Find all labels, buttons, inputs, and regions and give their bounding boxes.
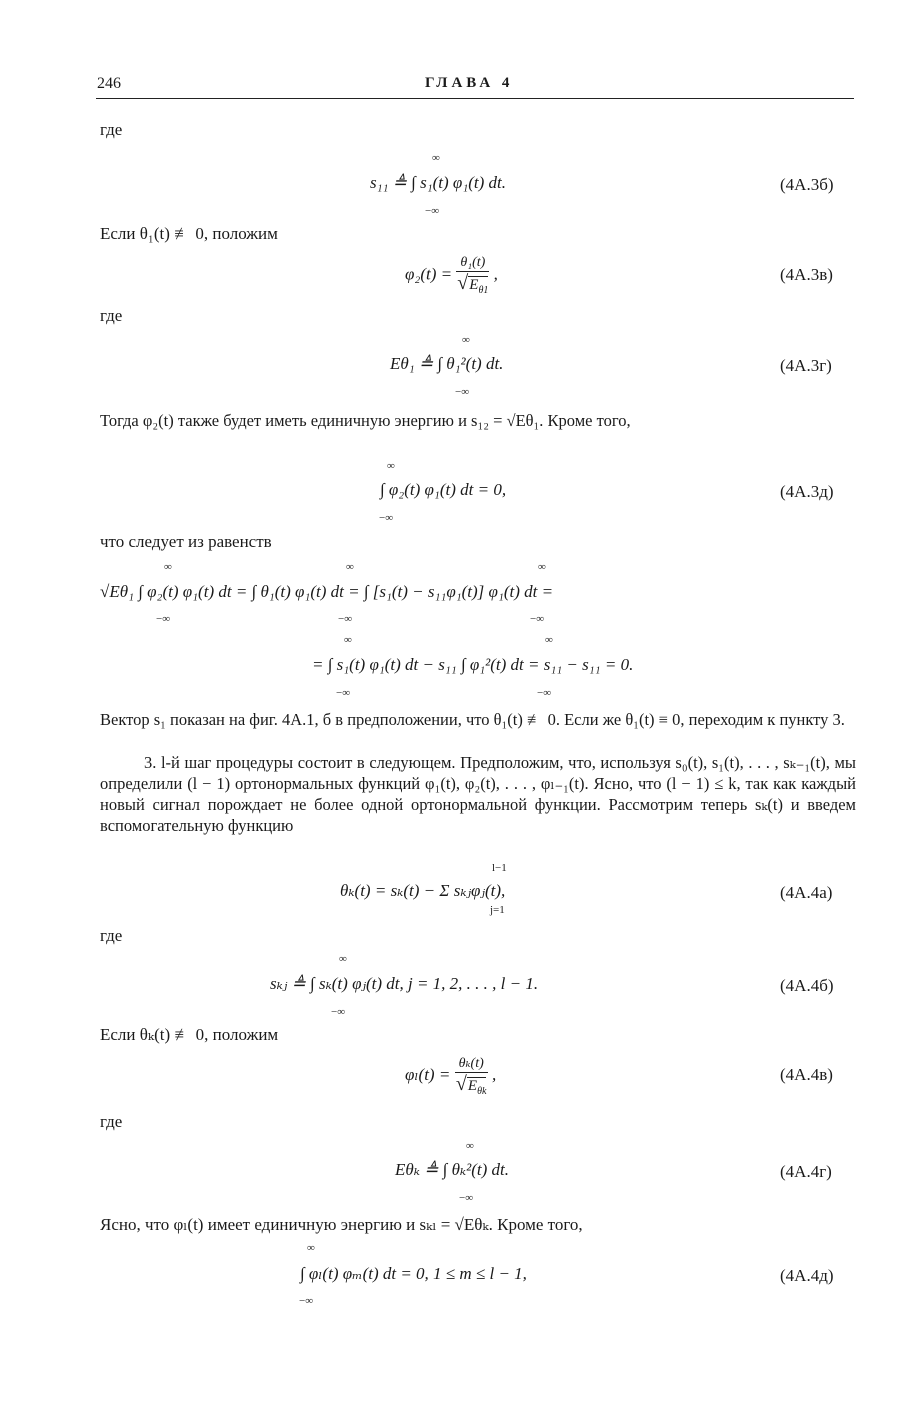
equation-4a4d: ∫ φₗ(t) φₘ(t) dt = 0, 1 ≤ m ≤ l − 1, — [300, 1264, 527, 1283]
lower-limit: −∞ — [156, 613, 171, 625]
equation-4a3v: φ₂(t) = $\frac{\text{θ₁(t)}}{√E_{\theta 1}}$ , — [405, 255, 498, 296]
equation-4a4a: θₖ(t) = sₖ(t) − Σ sₖⱼφⱼ(t), — [340, 881, 506, 900]
header-rule — [96, 98, 854, 99]
follows-text: что следует из равенств — [100, 532, 272, 551]
equation-number: (4А.3б) — [780, 175, 834, 194]
clear-text: Ясно, что φₗ(t) имеет единичную энергию и sₖₗ = √Eθₖ. Кроме того, — [100, 1215, 583, 1234]
equation-4a4b: sₖⱼ ≜ ∫ sₖ(t) φⱼ(t) dt, j = 1, 2, . . . , l − 1. — [270, 974, 539, 993]
lower-limit: −∞ — [331, 1006, 346, 1018]
equation-number: (4А.4д) — [780, 1266, 834, 1285]
equation-number: (4А.3г) — [780, 356, 832, 375]
where-label: где — [100, 926, 123, 945]
where-label: где — [100, 1112, 123, 1131]
fraction — [456, 255, 489, 296]
equation-4a3g: Eθ₁ ≜ ∫ θ₁²(t) dt. — [390, 354, 504, 373]
paragraph: 3. l-й шаг процедуры состоит в следующем. Предположим, что, используя s₀(t), s₁(t), . . . , sₖ₋₁(t), мы определили (l − 1) ортонормальных функций φ₁(t), φ₂(t), . . . , φₗ₋₁(t). Ясно, что (l − 1) ≤ k, так как каждый новый сигнал порождает не более одной ортонормальной функции. Рассмотрим теперь sₖ(t) и введем вспомогательную функцию — [100, 753, 856, 835]
equation-long-2: = ∫ s₁(t) φ₁(t) dt − s₁₁ ∫ φ₁²(t) dt = s₁₁ − s₁₁ = 0. — [312, 655, 634, 674]
lower-limit: −∞ — [537, 687, 552, 699]
lower-limit: −∞ — [379, 512, 394, 524]
equation-4a3b: s₁₁ ≜ ∫ s₁(t) φ₁(t) dt. — [370, 173, 506, 192]
upper-limit: ∞ — [346, 561, 354, 573]
sum-lower-limit: j=1 — [490, 904, 505, 916]
equation-number: (4А.4а) — [780, 883, 833, 902]
lower-limit: −∞ — [338, 613, 353, 625]
equation-long-1: √Eθ₁ ∫ φ₂(t) φ₁(t) dt = ∫ θ₁(t) φ₁(t) dt = ∫ [s₁(t) − s₁₁φ₁(t)] φ₁(t) dt = — [100, 582, 554, 601]
lower-limit: −∞ — [299, 1295, 314, 1307]
upper-limit: ∞ — [387, 460, 395, 472]
lower-limit: −∞ — [336, 687, 351, 699]
equation-4a3d: ∫ φ₂(t) φ₁(t) dt = 0, — [380, 480, 507, 499]
equation-4a4v: φₗ(t) = $\frac{\text{θₖ(t)}}{√E_{\theta k}}$ , — [405, 1056, 497, 1097]
lower-limit: −∞ — [459, 1192, 474, 1204]
equation-number: (4А.4б) — [780, 976, 834, 995]
equation-number: (4А.3д) — [780, 482, 834, 501]
equation-number: (4А.3в) — [780, 265, 833, 284]
equation-lhs: φₗ(t) = — [405, 1064, 451, 1084]
page-number: 246 — [97, 75, 121, 92]
where-label: где — [100, 306, 123, 325]
upper-limit: ∞ — [164, 561, 172, 573]
upper-limit: ∞ — [344, 634, 352, 646]
upper-limit: ∞ — [339, 953, 347, 965]
condition-text: Если θ₁(t) ≢ 0, положим — [100, 224, 278, 243]
equation-number: (4А.4г) — [780, 1162, 832, 1181]
paragraph: Вектор s₁ показан на фиг. 4А.1, б в предположении, что θ₁(t) ≢ 0. Если же θ₁(t) ≡ 0, переходим к пункту 3. — [100, 710, 845, 729]
condition-text: Если θₖ(t) ≢ 0, положим — [100, 1025, 279, 1044]
where-label: где — [100, 120, 123, 139]
equation-4a4g: Eθₖ ≜ ∫ θₖ²(t) dt. — [395, 1160, 510, 1179]
upper-limit: ∞ — [538, 561, 546, 573]
equation-number: (4А.4в) — [780, 1065, 833, 1084]
lower-limit: −∞ — [455, 386, 470, 398]
equation-lhs: φ₂(t) = — [405, 264, 453, 284]
fraction-denominator: $√E_{\theta k}$ — [455, 1073, 487, 1097]
fraction-denominator: $√E_{\theta 1}$ — [457, 272, 489, 296]
lower-limit: −∞ — [425, 205, 440, 217]
upper-limit: ∞ — [462, 334, 470, 346]
upper-limit: ∞ — [466, 1140, 474, 1152]
upper-limit: ∞ — [307, 1242, 315, 1254]
upper-limit: ∞ — [432, 152, 440, 164]
upper-limit: ∞ — [545, 634, 553, 646]
sum-upper-limit: l−1 — [492, 862, 507, 874]
chapter-title: ГЛАВА 4 — [425, 75, 514, 91]
fraction-numerator: θₖ(t) — [455, 1055, 488, 1073]
fraction-numerator: θ₁(t) — [456, 255, 489, 272]
lower-limit: −∞ — [530, 613, 545, 625]
paragraph: Тогда φ₂(t) также будет иметь единичную энергию и s₁₂ = √Eθ₁. Кроме того, — [100, 411, 631, 430]
fraction — [455, 1055, 488, 1097]
